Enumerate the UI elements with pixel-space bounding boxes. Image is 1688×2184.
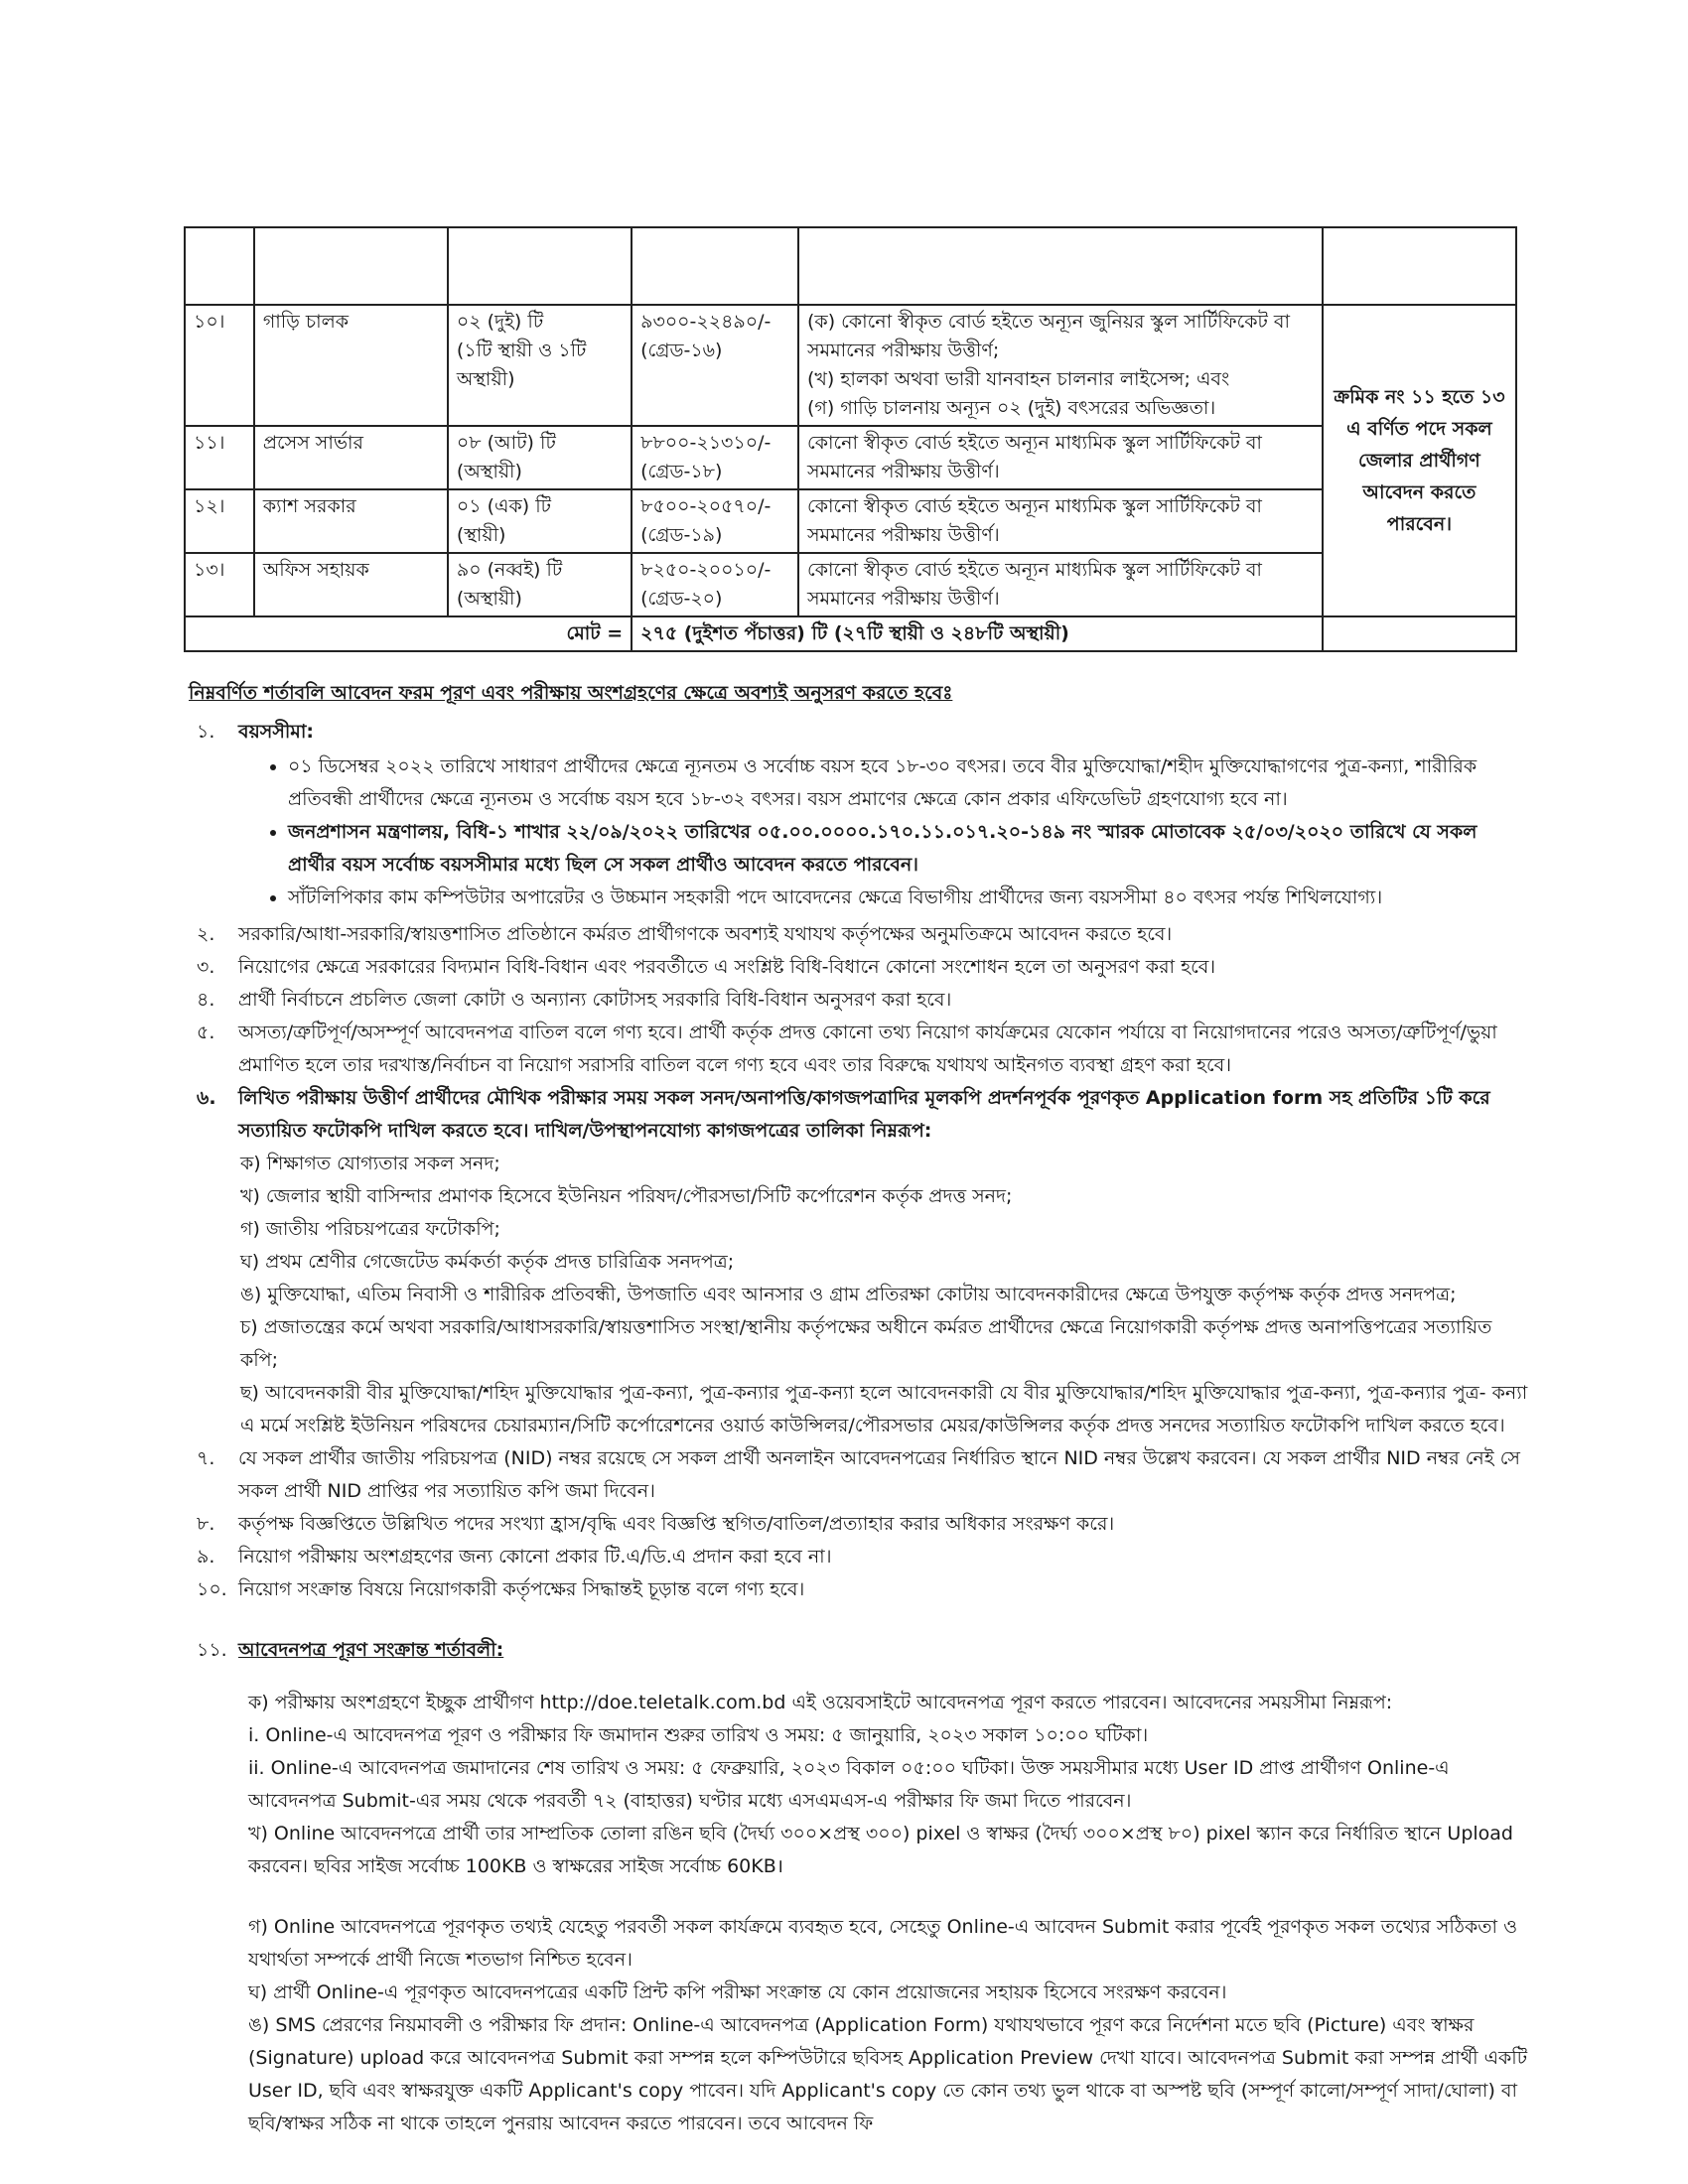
list-item: • জনপ্রশাসন মন্ত্রণালয়, বিধি-১ শাখার ২২/০৯/২০২২ তারিখের ০৫.০০.০০০০.১৭০.১১.০১৭.২০-১৪৯ নং স্মারক মোতাবেক ২৫/০৩/২০২০ তারিখে যে সকল প্রার্থীর বয়স সর্বোচ্চ বয়সসীমার মধ্যে ছিল সে সকল প্রার্থীও আবেদন করতে পারবেন। [288,816,1529,882]
document-list-item: চ) প্রজাতন্ত্রের কর্মে অথবা সরকারি/আধাসরকারি/স্বায়ত্তশাসিত সংস্থা/স্থানীয় কর্তৃপক্ষের অধীনে কর্মরত প্রার্থীদের ক্ষেত্রে নিয়োগকারী কর্তৃপক্ষ প্রদত্ত অনাপত্তিপত্রের সত্যায়িত কপি; [240,1316,1492,1371]
serial-cell: ১৩। [185,553,254,616]
count-cell: ০১ (এক) টি (স্থায়ী) [448,489,632,553]
application-line: ঙ) SMS প্রেরণের নিয়মাবলী ও পরীক্ষার ফি প্রদান: Online-এ আবেদনপত্র (Application Form) যথাযথভাবে পূরণ করে নির্দেশনা মতে ছবি (Picture) এবং স্বাক্ষর (Signature) upload করে আবেদনপত্র Submit করা সম্পন্ন হলে কম্পিউটারে ছবিসহ Application Preview দেখা যাবে। আবেদনপত্র Submit করা সম্পন্ন প্রার্থী একটি User ID, ছবি এবং স্বাক্ষরযুক্ত একটি Applicant's copy পাবেন। যদি Applicant's copy তে কোন তথ্য ভুল থাকে বা অস্পষ্ট ছবি (সম্পূর্ণ কালো/সম্পূর্ণ সাদা/ঘোলা) বা ছবি/স্বাক্ষর সঠিক না থাকে তাহলে পুনরায় আবেদন করতে পারবেন। তবে আবেদন ফি [248,2014,1528,2134]
condition-item: ৭. যে সকল প্রার্থীর জাতীয় পরিচয়পত্র (NID) নম্বর রয়েছে সে সকল প্রার্থী অনলাইন আবেদনপত্রের নির্ধারিত স্থানে NID নম্বর উল্লেখ করবেন। যে সকল প্রার্থীর NID নম্বর নেই সে সকল প্রার্থী NID প্রাপ্তির পর সত্যায়িত কপি জমা দিবেন। [197,1447,1520,1502]
condition-item: ৪. প্রার্থী নির্বাচনে প্রচলিত জেলা কোটা ও অন্যান্য কোটাসহ সরকারি বিধি-বিধান অনুসরণ করা হবে। [197,989,952,1011]
age-title: বয়সসীমা: [238,721,314,743]
section11-title: আবেদনপত্র পূরণ সংক্রান্ত শর্তাবলী: [238,1639,504,1661]
total-value: ২৭৫ (দুইশত পঁচাত্তর) টি (২৭টি স্থায়ী ও ২৪৮টি অস্থায়ী) [632,616,1323,651]
post-cell: অফিস সহায়ক [254,553,448,616]
note-cell: ক্রমিক নং ১১ হতে ১৩ এ বর্ণিত পদে সকল জেলার প্রার্থীগণ আবেদন করতে পারবেন। [1323,305,1516,616]
count-cell: ০২ (দুই) টি (১টি স্থায়ী ও ১টি অস্থায়ী) [448,305,632,426]
condition-item: ৯. নিয়োগ পরীক্ষায় অংশগ্রহণের জন্য কোনো প্রকার টি.এ/ডি.এ প্রদান করা হবে না। [197,1546,832,1568]
serial-cell: ১২। [185,489,254,553]
application-line: ক) পরীক্ষায় অংশগ্রহণে ইচ্ছুক প্রার্থীগণ http://doe.teletalk.com.bd এই ওয়েবসাইটে আবেদনপত্র পূরণ করতে পারবেন। আবেদনের সময়সীমা নিম্নরূপ: [248,1692,1393,1713]
count-cell: ০৮ (আট) টি (অস্থায়ী) [448,426,632,489]
post-cell: গাড়ি চালক [254,305,448,426]
post-cell: ক্যাশ সরকার [254,489,448,553]
list-item: • ০১ ডিসেম্বর ২০২২ তারিখে সাধারণ প্রার্থীদের ক্ষেত্রে ন্যূনতম ও সর্বোচ্চ বয়স হবে ১৮-৩০ বৎসর। তবে বীর মুক্তিযোদ্ধা/শহীদ মুক্তিযোদ্ধাগণের পুত্র-কন্যা, শারীরিক প্রতিবন্ধী প্রার্থীদের ক্ষেত্রে ন্যূনতম ও সর্বোচ্চ বয়স হবে ১৮-৩২ বৎসর। বয়স প্রমাণের ক্ষেত্রে কোন প্রকার এফিডেভিট গ্রহণযোগ্য হবে না। [288,751,1529,816]
application-line: ii. Online-এ আবেদনপত্র জমাদানের শেষ তারিখ ও সময়: ৫ ফেব্রুয়ারি, ২০২৩ বিকাল ০৫:০০ ঘটিকা। উক্ত সময়সীমার মধ্যে User ID প্রাপ্ত প্রার্থীগণ Online-এ আবেদনপত্র Submit-এর সময় থেকে পরবর্তী ৭২ (বাহাত্তর) ঘণ্টার মধ্যে এসএমএস-এ পরীক্ষার ফি জমা দিতে পারবেন। [248,1757,1450,1812]
condition-item: ১১. আবেদনপত্র পূরণ সংক্রান্ত শর্তাবলী: [197,1639,504,1661]
condition-item: ৩. নিয়োগের ক্ষেত্রে সরকারের বিদ্যমান বিধি-বিধান এবং পরবর্তীতে এ সংশ্লিষ্ট বিধি-বিধানে কোনো সংশোধন হলে তা অনুসরণ করা হবে। [197,956,1216,978]
post-cell: প্রসেস সার্ভার [254,426,448,489]
document-list-item: ঙ) মুক্তিযোদ্ধা, এতিম নিবাসী ও শারীরিক প্রতিবন্ধী, উপজাতি এবং আনসার ও গ্রাম প্রতিরক্ষা কোটায় আবেদনকারীদের ক্ষেত্রে উপযুক্ত কর্তৃপক্ষ কর্তৃক প্রদত্ত সনদপত্র; [240,1284,1457,1305]
document-list-item: ঘ) প্রথম শ্রেণীর গেজেটেড কর্মকর্তা কর্তৃক প্রদত্ত চারিত্রিক সনদপত্র; [240,1251,735,1273]
table-row [185,305,1516,426]
condition-item: ২. সরকারি/আধা-সরকারি/স্বায়ত্তশাসিত প্রতিষ্ঠানে কর্মরত প্রার্থীগণকে অবশ্যই যথাযথ কর্তৃপক্ষের অনুমতিক্রমে আবেদন করতে হবে। [197,923,1173,945]
count-cell: ৯০ (নব্বই) টি (অস্থায়ী) [448,553,632,616]
condition-item: ৬. লিখিত পরীক্ষায় উত্তীর্ণ প্রার্থীদের মৌখিক পরীক্ষার সময় সকল সনদ/অনাপত্তি/কাগজপত্রাদির মূলকপি প্রদর্শনপূর্বক পূরণকৃত Application form সহ প্রতিটির ১টি করে সত্যায়িত ফটোকপি দাখিল করতে হবে। দাখিল/উপস্থাপনযোগ্য কাগজপত্রের তালিকা নিম্নরূপ: [197,1087,1490,1142]
conditions-heading: নিম্নবর্ণিত শর্তাবলি আবেদন ফরম পূরণ এবং পরীক্ষায় অংশগ্রহণের ক্ষেত্রে অবশ্যই অনুসরণ করতে হবেঃ [189,682,953,704]
table-row [185,489,1516,553]
qualification-cell: কোনো স্বীকৃত বোর্ড হইতে অন্যূন মাধ্যমিক স্কুল সার্টিফিকেট বা সমমানের পরীক্ষায় উত্তীর্ণ। [798,426,1323,489]
qualification-cell: কোনো স্বীকৃত বোর্ড হইতে অন্যূন মাধ্যমিক স্কুল সার্টিফিকেট বা সমমানের পরীক্ষায় উত্তীর্ণ। [798,489,1323,553]
table-row [185,227,1516,305]
pay-cell: ৮৮০০-২১৩১০/- (গ্রেড-১৮) [632,426,798,489]
condition-item: ১. বয়সসীমা: [197,721,314,743]
document-list-item: ছ) আবেদনকারী বীর মুক্তিযোদ্ধা/শহিদ মুক্তিযোদ্ধার পুত্র-কন্যা, পুত্র-কন্যার পুত্র-কন্যা হলে আবেদনকারী যে বীর মুক্তিযোদ্ধার/শহিদ মুক্তিযোদ্ধার পুত্র-কন্যা, পুত্র-কন্যার পুত্র- কন্যা এ মর্মে সংশ্লিষ্ট ইউনিয়ন পরিষদের চেয়ারম্যান/সিটি কর্পোরেশনের ওয়ার্ড কাউন্সিলর/পৌরসভার মেয়র/কাউন্সিলর কর্তৃক প্রদত্ত সনদের সত্যায়িত ফটোকপি দাখিল করতে হবে। [240,1382,1528,1436]
table-row [185,553,1516,616]
pay-cell: ৮৫০০-২০৫৭০/- (গ্রেড-১৯) [632,489,798,553]
total-row [185,616,1516,651]
serial-cell: ১০। [185,305,254,426]
document-list-item: খ) জেলার স্থায়ী বাসিন্দার প্রমাণক হিসেবে ইউনিয়ন পরিষদ/পৌরসভা/সিটি কর্পোরেশন কর্তৃক প্রদত্ত সনদ; [240,1185,1013,1207]
qualification-cell: (ক) কোনো স্বীকৃত বোর্ড হইতে অন্যূন জুনিয়র স্কুল সার্টিফিকেট বা সমমানের পরীক্ষায় উত্তীর্ণ; (খ) হালকা অথবা ভারী যানবাহন চালনার লাইসেন্স; এবং (গ) গাড়ি চালনায় অন্যূন ০২ (দুই) বৎসরের অভিজ্ঞতা। [798,305,1323,426]
document-list-item: ক) শিক্ষাগত যোগ্যতার সকল সনদ; [240,1153,500,1174]
table-row [185,426,1516,489]
serial-cell: ১১। [185,426,254,489]
pay-cell: ৯৩০০-২২৪৯০/- (গ্রেড-১৬) [632,305,798,426]
pay-cell: ৮২৫০-২০০১০/- (গ্রেড-২০) [632,553,798,616]
document-list-item: গ) জাতীয় পরিচয়পত্রের ফটোকপি; [240,1218,500,1240]
age-bullets [189,751,1529,914]
condition-item: ৮. কর্তৃপক্ষ বিজ্ঞপ্তিতে উল্লিখিত পদের সংখ্যা হ্রাস/বৃদ্ধি এবং বিজ্ঞপ্তি স্থগিত/বাতিল/প্রত্যাহার করার অধিকার সংরক্ষণ করে। [197,1513,1115,1535]
vacancy-table [184,226,1517,652]
qualification-cell: কোনো স্বীকৃত বোর্ড হইতে অন্যূন মাধ্যমিক স্কুল সার্টিফিকেট বা সমমানের পরীক্ষায় উত্তীর্ণ। [798,553,1323,616]
total-label: মোট = [185,616,632,651]
conditions-section [189,677,1529,2140]
list-item: • সাঁটলিপিকার কাম কম্পিউটার অপারেটর ও উচ্চমান সহকারী পদে আবেদনের ক্ষেত্রে বিভাগীয় প্রার্থীদের জন্য বয়সসীমা ৪০ বৎসর পর্যন্ত শিথিলযোগ্য। [288,882,1529,914]
application-line: খ) Online আবেদনপত্রে প্রার্থী তার সাম্প্রতিক তোলা রঙিন ছবি (দৈর্ঘ্য ৩০০×প্রস্থ ৩০০) pixel ও স্বাক্ষর (দৈর্ঘ্য ৩০০×প্রস্থ ৮০) pixel স্ক্যান করে নির্ধারিত স্থানে Upload করবেন। ছবির সাইজ সর্বোচ্চ 100KB ও স্বাক্ষরের সাইজ সর্বোচ্চ 60KB। [248,1823,1513,1877]
application-line: গ) Online আবেদনপত্রে পূরণকৃত তথ্যই যেহেতু পরবর্তী সকল কার্যক্রমে ব্যবহৃত হবে, সেহেতু Online-এ আবেদন Submit করার পূর্বেই পূরণকৃত সকল তথ্যের সঠিকতা ও যথার্থতা সম্পর্কে প্রার্থী নিজে শতভাগ নিশ্চিত হবেন। [248,1916,1518,1971]
application-line: i. Online-এ আবেদনপত্র পূরণ ও পরীক্ষার ফি জমাদান শুরুর তারিখ ও সময়: ৫ জানুয়ারি, ২০২৩ সকাল ১০:০০ ঘটিকা। [248,1724,1149,1746]
condition-item: ৫. অসত্য/ত্রুটিপূর্ণ/অসম্পূর্ণ আবেদনপত্র বাতিল বলে গণ্য হবে। প্রার্থী কর্তৃক প্রদত্ত কোনো তথ্য নিয়োগ কার্যক্রমের যেকোন পর্যায়ে বা নিয়োগদানের পরেও অসত্য/ত্রুটিপূর্ণ/ভুয়া প্রমাণিত হলে তার দরখাস্ত/নির্বাচন বা নিয়োগ সরাসরি বাতিল বলে গণ্য হবে এবং তার বিরুদ্ধে যথাযথ আইনগত ব্যবস্থা গ্রহণ করা হবে। [197,1022,1497,1076]
condition-item: ১০. নিয়োগ সংক্রান্ত বিষয়ে নিয়োগকারী কর্তৃপক্ষের সিদ্ধান্তই চূড়ান্ত বলে গণ্য হবে। [197,1578,805,1600]
application-line: ঘ) প্রার্থী Online-এ পূরণকৃত আবেদনপত্রের একটি প্রিন্ট কপি পরীক্ষা সংক্রান্ত যে কোন প্রয়োজনের সহায়ক হিসেবে সংরক্ষণ করবেন। [248,1981,1227,2003]
